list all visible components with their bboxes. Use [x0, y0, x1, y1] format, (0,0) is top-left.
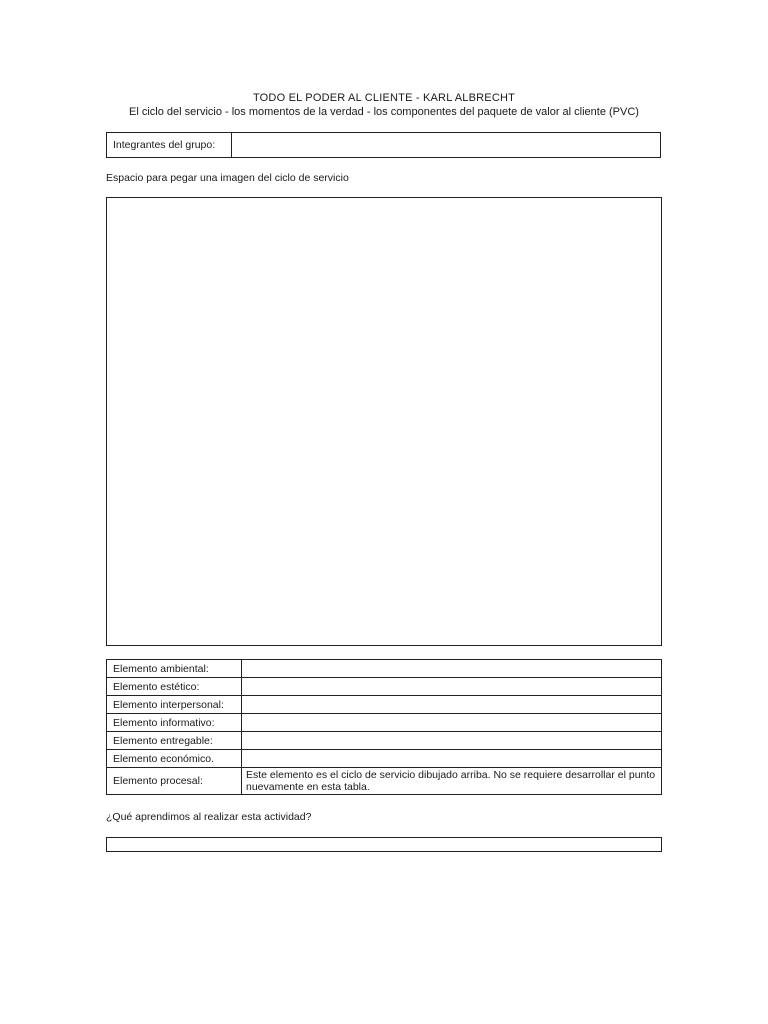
element-field-interpersonal[interactable] — [242, 696, 662, 714]
reflection-answer-field[interactable] — [106, 837, 662, 852]
element-label-interpersonal: Elemento interpersonal: — [107, 696, 242, 714]
group-members-table — [106, 132, 661, 158]
group-members-field[interactable] — [232, 133, 660, 157]
element-note-procesal: Este elemento es el ciclo de servicio dibujado arriba. No se requiere desarrollar el punto nuevamente en esta tabla. — [242, 768, 662, 795]
reflection-question: ¿Qué aprendimos al realizar esta actividad? — [106, 811, 312, 823]
table-row — [107, 678, 662, 696]
element-field-entregable[interactable] — [242, 732, 662, 750]
table-row — [107, 768, 662, 795]
service-cycle-image-box[interactable] — [106, 197, 662, 646]
element-label-ambiental: Elemento ambiental: — [107, 660, 242, 678]
element-field-economico[interactable] — [242, 750, 662, 768]
element-field-informativo[interactable] — [242, 714, 662, 732]
table-row — [107, 660, 662, 678]
image-space-caption: Espacio para pegar una imagen del ciclo de servicio — [106, 172, 349, 184]
element-label-economico: Elemento económico. — [107, 750, 242, 768]
document-subtitle: El ciclo del servicio - los momentos de la verdad - los componentes del paquete de valor al cliente (PVC) — [129, 106, 639, 118]
pvc-elements-table — [106, 659, 662, 795]
document-title: TODO EL PODER AL CLIENTE - KARL ALBRECHT — [252, 92, 516, 104]
table-row — [107, 750, 662, 768]
element-label-entregable: Elemento entregable: — [107, 732, 242, 750]
element-label-informativo: Elemento informativo: — [107, 714, 242, 732]
table-row — [107, 714, 662, 732]
element-label-estetico: Elemento estético: — [107, 678, 242, 696]
element-field-estetico[interactable] — [242, 678, 662, 696]
element-label-procesal: Elemento procesal: — [107, 768, 242, 795]
table-row — [107, 732, 662, 750]
table-row — [107, 696, 662, 714]
element-field-ambiental[interactable] — [242, 660, 662, 678]
group-members-label: Integrantes del grupo: — [107, 133, 232, 157]
